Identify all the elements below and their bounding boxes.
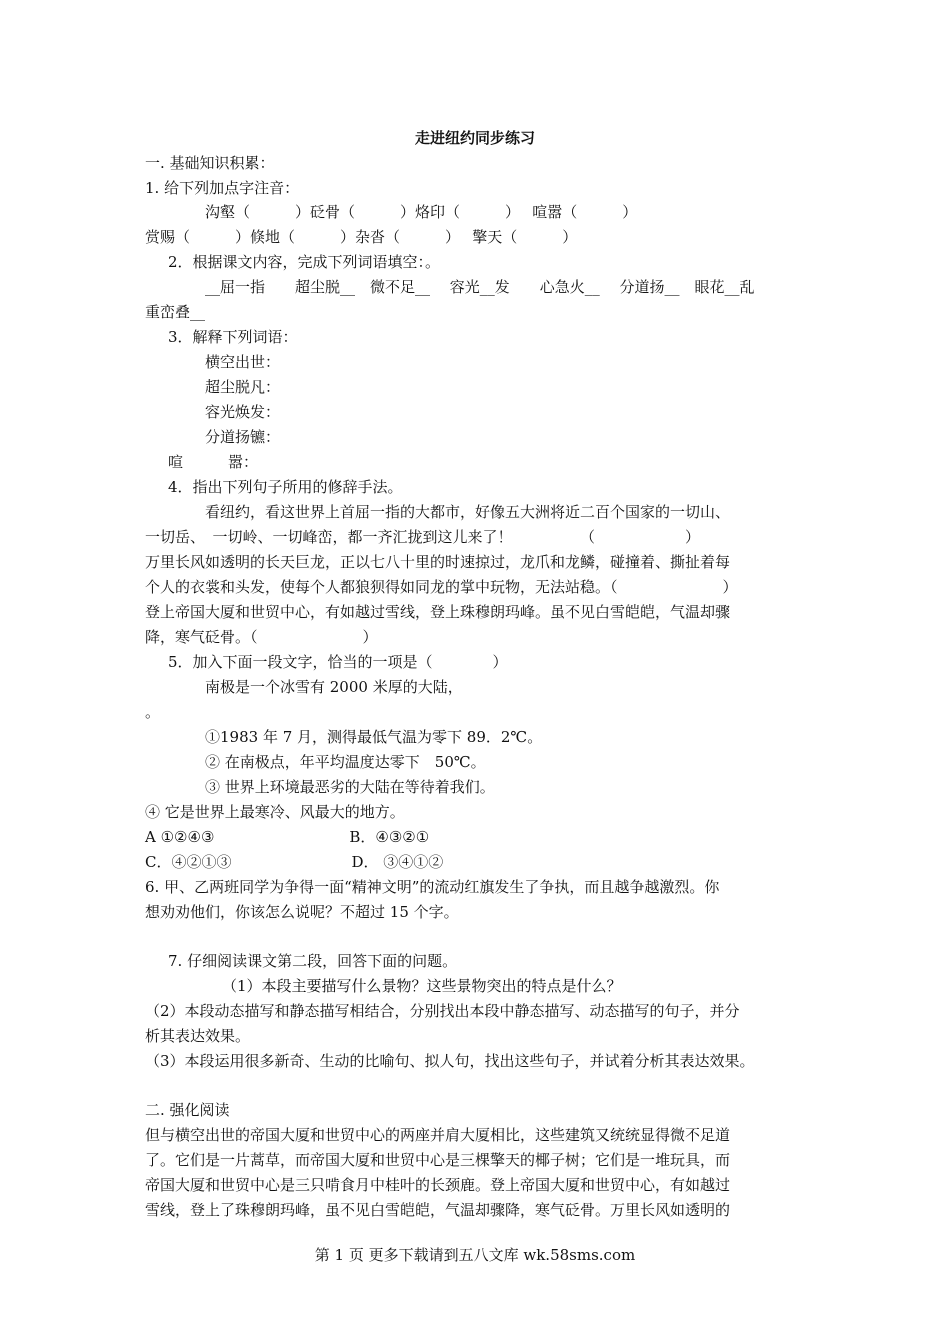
answer-choices: A ①②④③ B．④③②① — [145, 828, 430, 846]
question-text: 4．指出下列句子所用的修辞手法。 — [168, 478, 403, 496]
passage-text: 降，寒气砭骨。（ ） — [145, 628, 378, 646]
passage-text: 。 — [145, 703, 161, 721]
option-sentence: ② 在南极点，年平均温度达零下 50℃。 — [205, 753, 486, 771]
sub-question: （1）本段主要描写什么景物？这些景物突出的特点是什么？ — [222, 977, 622, 995]
fill-blank-row: __屈一指 超尘脱__ 微不足__ 容光__发 心急火__ 分道扬__ 眼花__乱 — [205, 278, 755, 296]
term-item: 喧 嚣： — [168, 453, 259, 471]
option-sentence: ③ 世界上环境最恶劣的大陆在等待着我们。 — [205, 778, 495, 796]
passage-text: 南极是一个冰雪有 2000 米厚的大陆， — [205, 678, 463, 696]
term-item: 分道扬镳： — [205, 428, 281, 446]
question-text: 1. 给下列加点字注音： — [145, 179, 300, 197]
question-text: 6. 甲、乙两班同学为争得一面“精神文明”的流动红旗发生了争执，而且越争越激烈。你 — [145, 878, 720, 896]
question-text: 3．解释下列词语： — [168, 328, 298, 346]
passage-text: 一切岳、 一切岭、一切峰峦，都一齐汇拢到这儿来了！ （ ） — [145, 528, 701, 546]
pinyin-row: 赏赐（ ）倏地（ ）杂沓（ ） 擎天（ ） — [145, 228, 578, 246]
section-heading: 二. 强化阅读 — [145, 1101, 230, 1119]
option-sentence: ④ 它是世界上最寒冷、风最大的地方。 — [145, 803, 405, 821]
question-text: 想劝劝他们，你该怎么说呢？不超过 15 个字。 — [145, 903, 459, 921]
passage-text: 万里长风如透明的长天巨龙，正以七八十里的时速掠过，龙爪和龙鳞，碰撞着、撕扯着每 — [145, 553, 731, 571]
term-item: 超尘脱凡： — [205, 378, 281, 396]
option-sentence: ①1983 年 7 月，测得最低气温为零下 89．2℃。 — [205, 728, 543, 746]
answer-choices: C．④②①③ D． ③④①② — [145, 853, 444, 871]
reading-passage: 但与横空出世的帝国大厦和世贸中心的两座并肩大厦相比，这些建筑又统统显得微不足道 — [145, 1126, 731, 1144]
term-item: 横空出世： — [205, 353, 281, 371]
section-heading: 一. 基础知识积累： — [145, 154, 275, 172]
question-text: 5．加入下面一段文字，恰当的一项是（ ） — [168, 653, 508, 671]
passage-text: 看纽约，看这世界上首屈一指的大都市，好像五大洲将近二百个国家的一切山、 — [205, 503, 731, 521]
reading-passage: 了。它们是一片蒿草，而帝国大厦和世贸中心是三棵擎天的椰子树；它们是一堆玩具，而 — [145, 1151, 731, 1169]
question-text: 7. 仔细阅读课文第二段，回答下面的问题。 — [168, 952, 458, 970]
term-item: 容光焕发： — [205, 403, 281, 421]
passage-text: 登上帝国大厦和世贸中心，有如越过雪线，登上珠穆朗玛峰。虽不见白雪皑皑，气温却骤 — [145, 603, 731, 621]
sub-question: （2）本段动态描写和静态描写相结合，分别找出本段中静态描写、动态描写的句子，并分 — [145, 1002, 740, 1020]
page-footer: 第 1 页 更多下载请到五八文库 wk.58sms.com — [314, 1246, 636, 1264]
reading-passage: 雪线，登上了珠穆朗玛峰，虽不见白雪皑皑，气温却骤降，寒气砭骨。万里长风如透明的 — [145, 1201, 731, 1219]
reading-passage: 帝国大厦和世贸中心是三只啃食月中桂叶的长颈鹿。登上帝国大厦和世贸中心，有如越过 — [145, 1176, 731, 1194]
pinyin-row: 沟壑（ ）砭骨（ ）烙印（ ） 喧嚣（ ） — [205, 203, 638, 221]
sub-question: 析其表达效果。 — [145, 1027, 251, 1045]
sub-question: （3）本段运用很多新奇、生动的比喻句、拟人句，找出这些句子，并试着分析其表达效果。 — [145, 1052, 755, 1070]
fill-blank-row: 重峦叠__ — [145, 303, 206, 321]
document-title: 走进纽约同步练习 — [414, 129, 535, 147]
passage-text: 个人的衣裳和头发，使每个人都狼狈得如同龙的掌中玩物，无法站稳。（ ） — [145, 578, 738, 596]
question-text: 2．根据课文内容，完成下列词语填空：。 — [168, 253, 441, 271]
